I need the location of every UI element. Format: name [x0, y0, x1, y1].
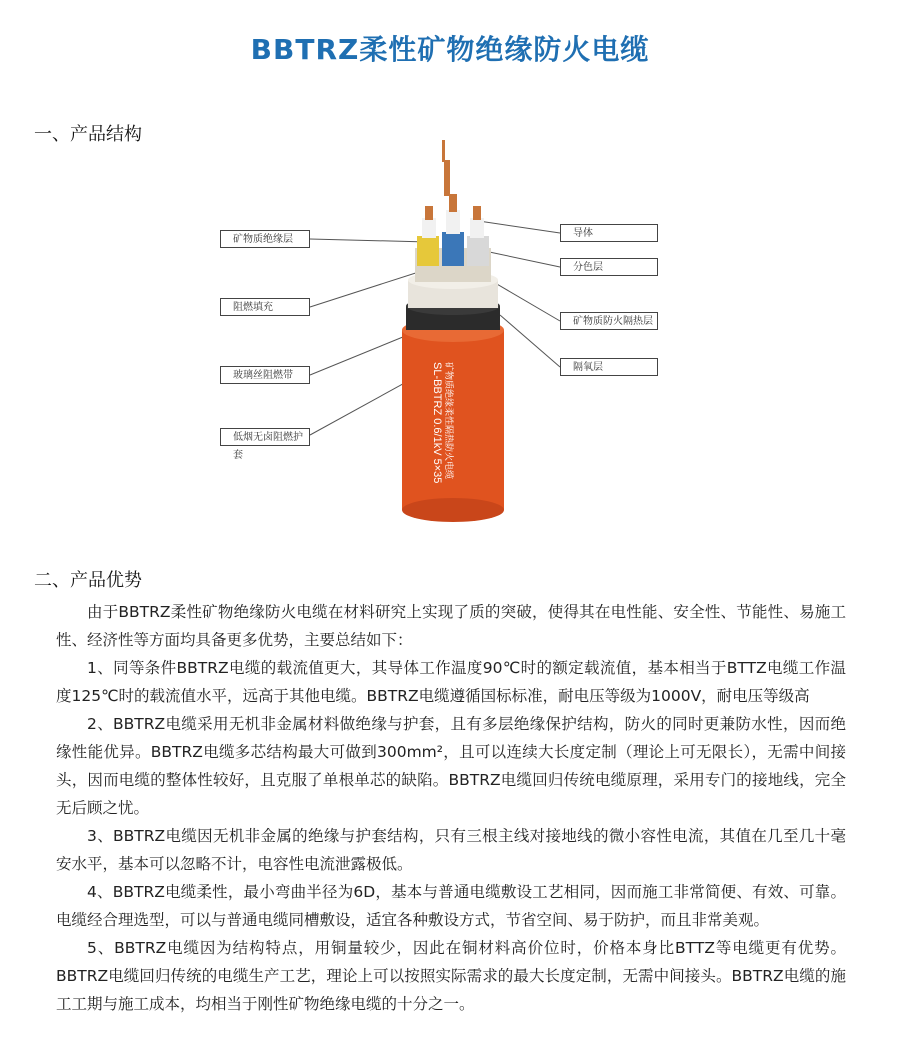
core-blue [442, 232, 464, 266]
label-conductor: 导体 [560, 224, 658, 242]
paragraph-point-2: 2、BBTRZ电缆采用无机非金属材料做绝缘与护套，且有多层绝缘保护结构，防火的同时更兼防水性，因而绝缘性能优异。BBTRZ电缆多芯结构最大可做到300mm²，且可以连续大长度定制（理论上可无限长），无需中间接头，因而电缆的整体性较好，且克服了单根单芯的缺陷。BBTRZ电缆回归传统电缆原理，采用专门的接地线，完全无后顾之忧。 [56, 715, 846, 817]
cable-illustration [210, 140, 670, 530]
label-glass-tape: 玻璃丝阻燃带 [220, 366, 310, 384]
paragraph-point-5: 5、BBTRZ电缆因为结构特点，用铜量较少，因此在铜材料高价位时，价格本身比BTTZ等电缆更有优势。BBTRZ电缆回归传统的电缆生产工艺，理论上可以按照实际需求的最大长度定制，无需中间接头。BBTRZ电缆的施工工期与施工成本，均相当于刚性矿物绝缘电缆的十分之一。 [56, 939, 846, 1013]
label-mineral-insulation: 矿物质绝缘层 [220, 230, 310, 248]
label-flame-filler: 阻燃填充 [220, 298, 310, 316]
section-heading-advantages: 二、产品优势 [34, 570, 142, 591]
advantages-text [56, 598, 846, 1018]
cable-structure-figure [210, 140, 670, 530]
paragraph-point-1: 1、同等条件BBTRZ电缆的载流值更大，其导体工作温度90℃时的额定载流值，基本相当于BTTZ电缆工作温度125℃时的载流值水平，远高于其他电缆。BBTRZ电缆遵循国标标准，耐电压等级为1000V，耐电压等级高 [56, 659, 846, 705]
copper-conductors [425, 140, 481, 220]
core-white [467, 236, 489, 266]
label-fire-barrier: 矿物质防火隔热层 [560, 312, 658, 330]
label-sheath: 低烟无卤阻燃护套 [220, 428, 310, 446]
cable-print-line2: 矿物质绝缘柔性隔热防火电缆 [443, 362, 453, 480]
page-title: BBTRZ柔性矿物绝缘防火电缆 [250, 33, 650, 66]
label-color-layer: 分色层 [560, 258, 658, 276]
paragraph-point-4: 4、BBTRZ电缆柔性，最小弯曲半径为6D，基本与普通电缆敷设工艺相同，因而施工非常简便、有效、可靠。电缆经合理选型，可以与普通电缆同槽敷设，适宜各种敷设方式，节省空间、易于防护，而且非常美观。 [56, 883, 846, 929]
paragraph-point-3: 3、BBTRZ电缆因无机非金属的绝缘与护套结构，只有三根主线对接地线的微小容性电流，其值在几至几十毫安水平，基本可以忽略不计，电容性电流泄露极低。 [56, 827, 846, 873]
core-yellow [417, 236, 439, 266]
paragraph-intro: 由于BBTRZ柔性矿物绝缘防火电缆在材料研究上实现了质的突破，使得其在电性能、安全性、节能性、易施工性、经济性等方面均具备更多优势，主要总结如下： [56, 603, 846, 649]
cable-print-line1: SL-BBTRZ 0.6/1kV 5×35 [431, 362, 443, 484]
label-oxygen-barrier: 隔氧层 [560, 358, 658, 376]
section-heading-structure: 一、产品结构 [34, 124, 142, 145]
